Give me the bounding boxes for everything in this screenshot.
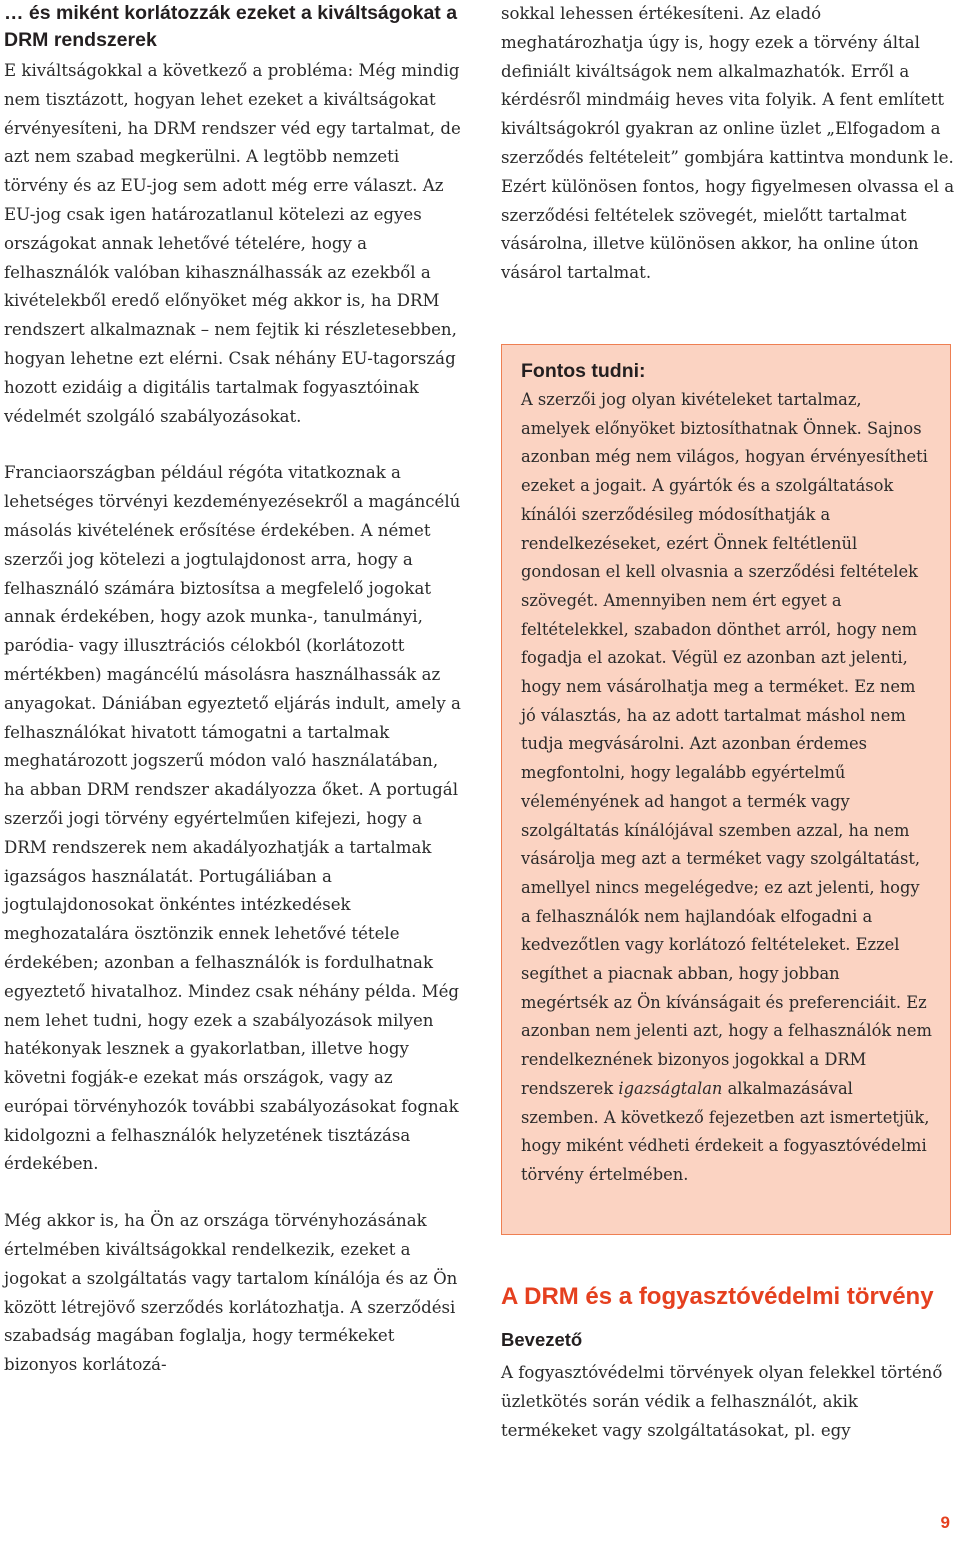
paragraph-2: Franciaországban például régóta vitatkoznak a lehetséges törvényi kezdeményezésekről a magáncélú másolás kivételének erősítése érdekében. A német szerzői jog kötelezi a jogtulajdonost arra, hogy a felhasználó számára biztosítsa a megfelelő jogokat annak érdekében, hogy azok munka-, tanulmányi, paródia- vagy illusztrációs célokból (korlátozott mértékben) magáncélú másolásra használhassák az anyagokat. Dániában egyeztető eljárás indult, amely a felhasználókat hivatott támogatni a tartalmak meghatározott jogszerű módon való használatában, ha abban DRM rendszer akadályozza őket. A portugál szerzői jogi törvény egyértelműen kifejezi, hogy a DRM rendszerek nem akadályozhatják a tartalmak igazságos használatát. Portugáliában a jogtulajdonosokat önkéntes intézkedések meghozatalára ösztönzik ennek lehetővé tétele érdekében; azonban a felhasználók is fordulhatnak egyeztető hivatalhoz. Mindez csak néhány példa. Még nem lehet tudni, hogy ezek a szabályozások milyen hatékonyak lesznek a gyakorlatban, illetve hogy követni fogják-e ezekat más országok, vagy az európai törvényhozók további szabályozásokat fognak kidolgozni a felhasználók helyzetének tisztázása érdekében.	[4, 463, 461, 1174]
paragraph-1: E kiváltságokkal a következő a probléma: Még mindig nem tisztázott, hogyan lehet ezeket a kiváltságokat érvényesíteni, ha DRM rendszer véd egy tartalmat, de azt nem szabad megkerülni. A legtöbb nemzeti törvény és az EU-jog sem adott még erre választ. Az EU-jog csak igen határozatlanul kötelezi az egyes országokat annak lehetővé tételére, hogy a felhasználók valóban kihasználhassák az ezekből a kivételekből eredő előnyöket még akkor is, ha DRM rendszert alkalmaznak – nem fejtik ki részletesebben, hogyan lehetne ezt elérni. Csak néhány EU-tagország hozott ezidáig a digitális tartalmak fogyasztóinak védelmét szolgáló szabályozásokat.	[4, 61, 461, 426]
left-column	[4, 0, 462, 1380]
intro-block	[501, 1359, 953, 1445]
paragraph-3: Még akkor is, ha Ön az országa törvényhozásának értelmében kiváltságokkal rendelkezik, ezeket a jogokat a szolgáltatás vagy tartalom kínálója és az Ön között létrejövő szerződés korlátozhatja. A szerződési szabadság magában foglalja, hogy termékeket bizonyos korlátozá-	[4, 1211, 458, 1375]
info-box	[501, 344, 951, 1235]
info-box-text	[521, 386, 932, 1190]
page-number: 9	[940, 1513, 950, 1532]
continuation-paragraph: sokkal lehessen értékesíteni. Az eladó meghatározhatja úgy is, hogy ezek a törvény által definiált kiváltságok nem alkalmazhatók. Erről a kérdésről mindmáig heves vita folyik. A fent említett kiváltságokról gyakran az online üzlet „Elfogadom a szerződés feltételeit” gombjára kattintva mondunk le. Ezért különösen fontos, hogy figyelmesen olvassa el a szerződési feltételek szövegét, mielőtt tartalmat vásárolna, illetve különösen akkor, ha online úton vásárol tartalmat.	[501, 4, 955, 283]
intro-paragraph: A fogyasztóvédelmi törvények olyan felekkel történő üzletkötés során védik a felhasználót, akik termékeket vagy szolgáltatásokat, pl. egy	[501, 1363, 943, 1440]
info-box-emphasis: igazságtalan	[618, 1078, 723, 1098]
info-box-text-part-1: A szerzői jog olyan kivételeket tartalmaz, amelyek előnyöket biztosíthatnak Önnek. Sajnos azonban még nem világos, hogyan érvényesítheti ezeket a jogait. A gyártók és a szolgáltatások kínálói szerződésileg módosíthatják a rendelkezéseket, ezért Önnek feltétlenül gondosan el kell olvasnia a szerződési feltételek szövegét. Amennyiben nem ért egyet a feltételekkel, szabadon dönthet arról, hogy nem fogadja el azokat. Végül ez azonban azt jelenti, hogy nem vásárolhatja meg a terméket. Ez nem jó választás, ha az adott tartalmat máshol nem tudja megvásárolni. Azt azonban érdemes megfontolni, hogy legalább egyértelmű véleményének ad hangot a termék vagy szolgáltatás kínálójával szemben azzal, ha nem vásárolja meg azt a terméket vagy szolgáltatást, amellyel nincs megelégedve; ez azt jelenti, hogy a felhasználók nem hajlandóak elfogadni a kedvezőtlen vagy korlátozó feltételeket. Ezzel segíthet a piacnak abban, hogy jobban megértsék az Ön kívánságait és preferenciáit. Ez azonban nem jelenti azt, hogy a felhasználók nem rendelkeznének bizonyos jogokkal a DRM rendszerek	[521, 390, 932, 1098]
info-box-text-part-2: alkalmazásával szemben. A következő fejezetben azt ismertetjük, hogy miként védheti érdekeit a fogyasztóvédelmi törvény értelmében.	[521, 1078, 930, 1184]
right-column	[501, 0, 956, 288]
chapter-heading: A DRM és a fogyasztóvédelmi törvény	[501, 1283, 934, 1310]
subheading: Bevezető	[501, 1329, 583, 1350]
info-box-title: Fontos tudni:	[521, 360, 646, 382]
section-title: … és miként korlátozzák ezeket a kiváltságokat a DRM rendszerek	[4, 2, 458, 51]
